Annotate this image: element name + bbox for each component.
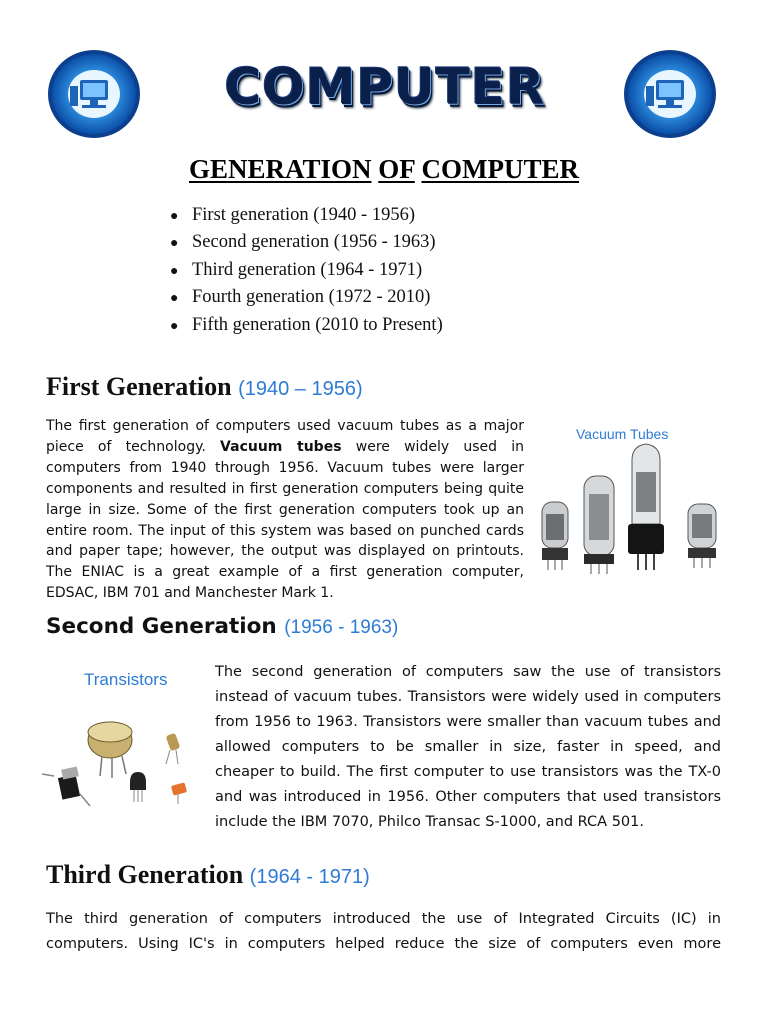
first-generation-paragraph bbox=[46, 416, 524, 604]
list-item-text: Fifth generation (2010 to Present) bbox=[192, 314, 443, 335]
list-item bbox=[170, 229, 443, 256]
heading-word: OF bbox=[378, 154, 415, 184]
generation-list bbox=[170, 202, 443, 339]
list-item bbox=[170, 257, 443, 284]
transistors-image bbox=[40, 664, 200, 814]
list-item bbox=[170, 284, 443, 311]
logo-right bbox=[622, 48, 718, 140]
bullet-icon: ● bbox=[170, 318, 179, 334]
paragraph-text: were widely used in computers from 1940 through 1956. Vacuum tubes were larger components and resulted in first generation computers being quite large in size. Some of the first generation computers took up an entire room. The input of this system was based on punched cards and paper tape; however, the output was displayed on printouts. The ENIAC is a great example of a first generation computer, EDSAC, IBM 701 and Manchester Mark 1. bbox=[46, 438, 524, 602]
overview-heading bbox=[0, 154, 768, 185]
techno-zone-logo-icon bbox=[46, 48, 142, 140]
heading-word: COMPUTER bbox=[421, 154, 580, 184]
vacuum-tubes-image bbox=[536, 420, 722, 580]
bullet-icon: ● bbox=[170, 291, 179, 307]
heading-word: GENERATION bbox=[188, 154, 372, 184]
logo-left bbox=[46, 48, 142, 140]
section-title-text: First Generation bbox=[46, 372, 232, 401]
first-generation-heading bbox=[46, 372, 363, 402]
image-label: Vacuum Tubes bbox=[576, 426, 669, 442]
list-item-text: Second generation (1956 - 1963) bbox=[192, 232, 436, 253]
paragraph-bold-text: Vacuum tubes bbox=[220, 438, 342, 455]
section-years: (1964 - 1971) bbox=[249, 866, 370, 888]
third-generation-heading bbox=[46, 860, 370, 890]
section-title-text: Third Generation bbox=[46, 860, 244, 889]
second-generation-paragraph: The second generation of computers saw the use of transistors instead of vacuum tubes. Transistors were widely used in computers from 1956 to 1963. Transistors were smaller than vacuum tubes and allowed computers to be smaller in size, faster in speed, and cheaper to build. The first computer to use transistors was the TX-0 and was introduced in 1956. Other computers that used transistors include the IBM 7070, Philco Transac S-1000, and RCA 501. bbox=[215, 664, 721, 830]
bullet-icon: ● bbox=[170, 236, 179, 252]
section-years: (1956 - 1963) bbox=[284, 617, 399, 638]
page-title: COMPUTER bbox=[224, 58, 546, 116]
list-item bbox=[170, 202, 443, 229]
image-label: Transistors bbox=[84, 670, 168, 689]
list-item-text: Fourth generation (1972 - 2010) bbox=[192, 287, 431, 308]
list-item-text: Third generation (1964 - 1971) bbox=[192, 259, 423, 280]
techno-zone-logo-icon bbox=[622, 48, 718, 140]
section-years: (1940 – 1956) bbox=[238, 378, 363, 400]
vacuum-tube-icon bbox=[536, 420, 722, 580]
section-title-text: Second Generation bbox=[46, 614, 277, 639]
second-generation-heading bbox=[46, 614, 398, 639]
transistor-icon bbox=[40, 664, 200, 814]
list-item bbox=[170, 312, 443, 339]
bullet-icon: ● bbox=[170, 263, 179, 279]
bullet-icon: ● bbox=[170, 209, 179, 224]
third-generation-paragraph: The third generation of computers introduced the use of Integrated Circuits (IC) in computers. Using IC's in computers helped reduce the size of computers even more bbox=[46, 911, 721, 952]
list-item-text: First generation (1940 - 1956) bbox=[192, 205, 415, 225]
paragraph-text: The first generation of computers used vacuum tubes as a major piece of technology. bbox=[46, 418, 524, 455]
